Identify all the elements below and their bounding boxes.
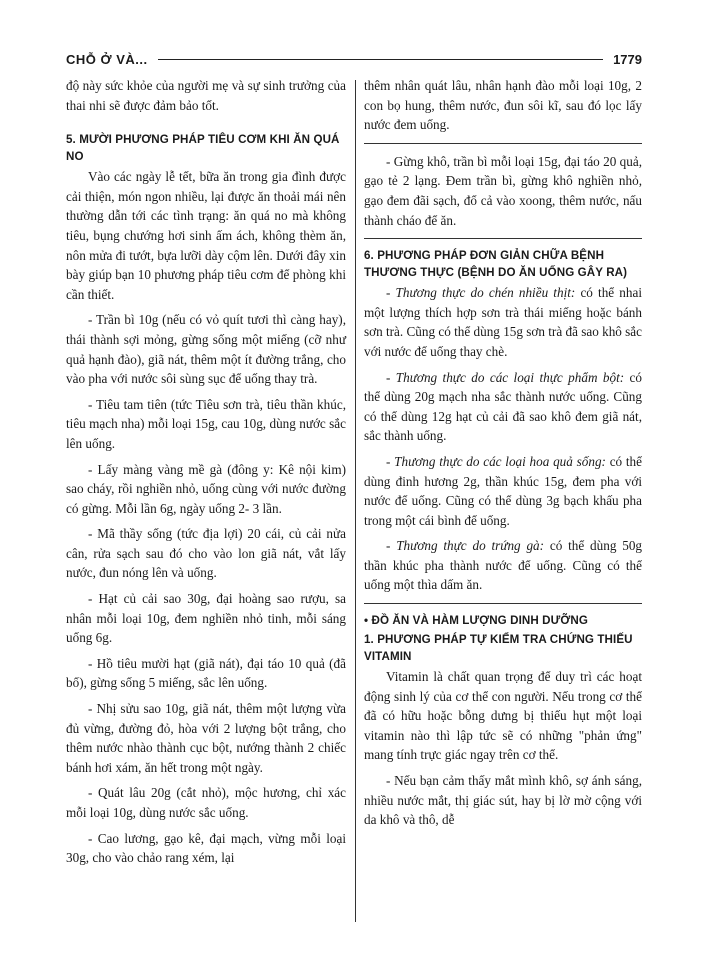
page-header [66, 48, 642, 70]
list-item [364, 283, 642, 361]
column-divider [355, 80, 356, 922]
list-item [364, 452, 642, 530]
list-item: - Nhị sửu sao 10g, giã nát, thêm một lượng vừa đủ vừng, đường đỏ, hòa với 2 lượng bột trắng, cho thêm nước nhào thành cục bột, nướng thành 2 chiếc bánh hơi xám, ăn hết trong một ngày. [66, 701, 346, 775]
list-item [364, 536, 642, 595]
list-item: - Trần bì 10g (nếu có vỏ quít tươi thì càng hay), thái thành sợi mỏng, gừng sống một miếng (cỡ như quả hạnh đào), giã nát, thêm một ít đường trắng, cho vào pha với nước sôi sùng sục để uống thay trà. [66, 312, 346, 387]
section-separator [364, 603, 642, 604]
list-item: - Mã thầy sống (tức địa lợi) 20 cái, củ cải nửa cân, rửa sạch sau đó cho vào lon giã nát, vắt lấy nước, đun nóng lên và uống. [66, 526, 346, 581]
item-lead: - Thương thực do chén nhiều thịt: [386, 285, 576, 301]
right-column [364, 76, 642, 836]
section-5-title: 5. MƯỜI PHƯƠNG PHÁP TIÊU CƠM KHI ĂN QUÁ NO [66, 133, 340, 164]
list-item: - Hạt củ cải sao 30g, đại hoàng sao rượu, sa nhân mỗi loại 10g, đem nghiền nhỏ tinh, mỗi sáng uống 6g. [66, 591, 346, 646]
list-item [364, 368, 642, 446]
item-lead: - Thương thực do các loại thực phẩm bột: [386, 369, 625, 385]
list-item: - Lấy màng vàng mề gà (đông y: Kê nội kim) sao cháy, rồi nghiền nhỏ, uống cùng với nước đường có gừng. Mỗi lần 6g, ngày uống 2- 3 lần. [66, 461, 346, 516]
section-1-title: 1. PHƯƠNG PHÁP TỰ KIỂM TRA CHỨNG THIẾU VITAMIN [364, 633, 633, 664]
item-text: có thể dùng 50g thần khúc pha thành nước để uống. Cũng có thể uống một thìa dấm ăn. [364, 538, 643, 593]
item-lead: - Thương thực do các loại hoa quả sống: [386, 453, 606, 469]
page-number: 1779 [613, 51, 642, 67]
list-item: - Quát lâu 20g (cắt nhỏ), mộc hương, chỉ xác mỗi loại 10g, dùng nước sắc uống. [66, 785, 346, 820]
continuation-text: thêm nhân quát lâu, nhân hạnh đào mỗi loại 10g, 2 con bọ hung, thêm nước, đun sôi kĩ, sau đó lọc lấy nước đem uống. [364, 78, 642, 133]
section-5-intro: Vào các ngày lễ tết, bữa ăn trong gia đình được cải thiện, món ngon nhiều, lại được ăn thoải mái nên thường dẫn tới các tình trạng: ăn quá no mà không tiêu, bụng chướng hơi sinh ấm ách, không thèm ăn, nôn mửa đi tướt, bựa lưỡi dày cộm lên. Dưới đây xin bày giúp bạn 10 phương pháp tiêu cơm để phòng khi cần thiết. [66, 169, 346, 302]
running-title: CHỖ Ở VÀ... [66, 51, 148, 67]
list-item: - Gừng khô, trần bì mỗi loại 15g, đại táo 20 quả, gạo tẻ 2 lạng. Đem trần bì, gừng khô nghiền nhỏ, gạo đem đãi sạch, đổ cả vào xoong, thêm nước, nấu thành cháo để ăn. [364, 153, 642, 228]
part-title: • ĐỒ ĂN VÀ HÀM LƯỢNG DINH DƯỠNG [364, 614, 588, 628]
list-item: - Hồ tiêu mười hạt (giã nát), đại táo 10 quả (đã bổ), gừng sống 5 miếng, sắc lên uống. [66, 655, 346, 691]
item-text: có thể nhai một lượng thích hợp sơn trà thái miếng hoặc bánh sơn trà. Cũng có thể dùng 15g sơn trà đã sao khô sắc với nước để uống thay chè. [364, 285, 643, 359]
left-column [66, 76, 346, 874]
section-separator [364, 143, 642, 144]
item-text: có thể dùng 20g mạch nha sắc thành nước uống. Cũng có thể dùng 12g hạt củ cải đã sao khô đem giã nát, sắc thành uống. [364, 369, 642, 444]
header-rule [158, 59, 603, 60]
item-lead: - Thương thực do trứng gà: [386, 538, 545, 554]
list-item: - Cao lương, gạo kê, đại mạch, vừng mỗi loại 30g, cho vào chảo rang xém, lại [66, 830, 346, 866]
section-1-paragraph: Vitamin là chất quan trọng để duy trì các hoạt động sinh lý của cơ thể con người. Nếu trong cơ thể đã có hữu hoặc bỗng dưng bị thiếu hụt một loại vitamin nào thì lập tức sẽ có những "phản ứng" mang tính trực giác ngay trên cơ thể. [364, 669, 642, 763]
list-item: - Tiêu tam tiên (tức Tiêu sơn trà, tiêu thần khúc, tiêu mạch nha) mỗi loại 15g, cau 10g, dùng nước sắc lên uống. [66, 396, 346, 451]
item-text: có thể dùng đinh hương 2g, thần khúc 15g, đem pha với nước để uống. Cũng có thể dùng 3g bạch khấu pha trong một cái bình để uống. [364, 453, 642, 528]
section-1-paragraph: - Nếu bạn cảm thấy mắt mình khô, sợ ánh sáng, nhiều nước mắt, thị giác sút, hay bị lờ mờ cộng với da khô và thô, dễ [364, 773, 642, 828]
section-6-title: 6. PHƯƠNG PHÁP ĐƠN GIẢN CHỮA BỆNH THƯƠNG THỰC (BỆNH DO ĂN UỐNG GÂY RA) [364, 249, 628, 280]
intro-tail: độ này sức khỏe của người mẹ và sự sinh trưởng của thai nhi sẽ được đảm bảo tốt. [66, 78, 346, 113]
section-separator [364, 238, 642, 239]
